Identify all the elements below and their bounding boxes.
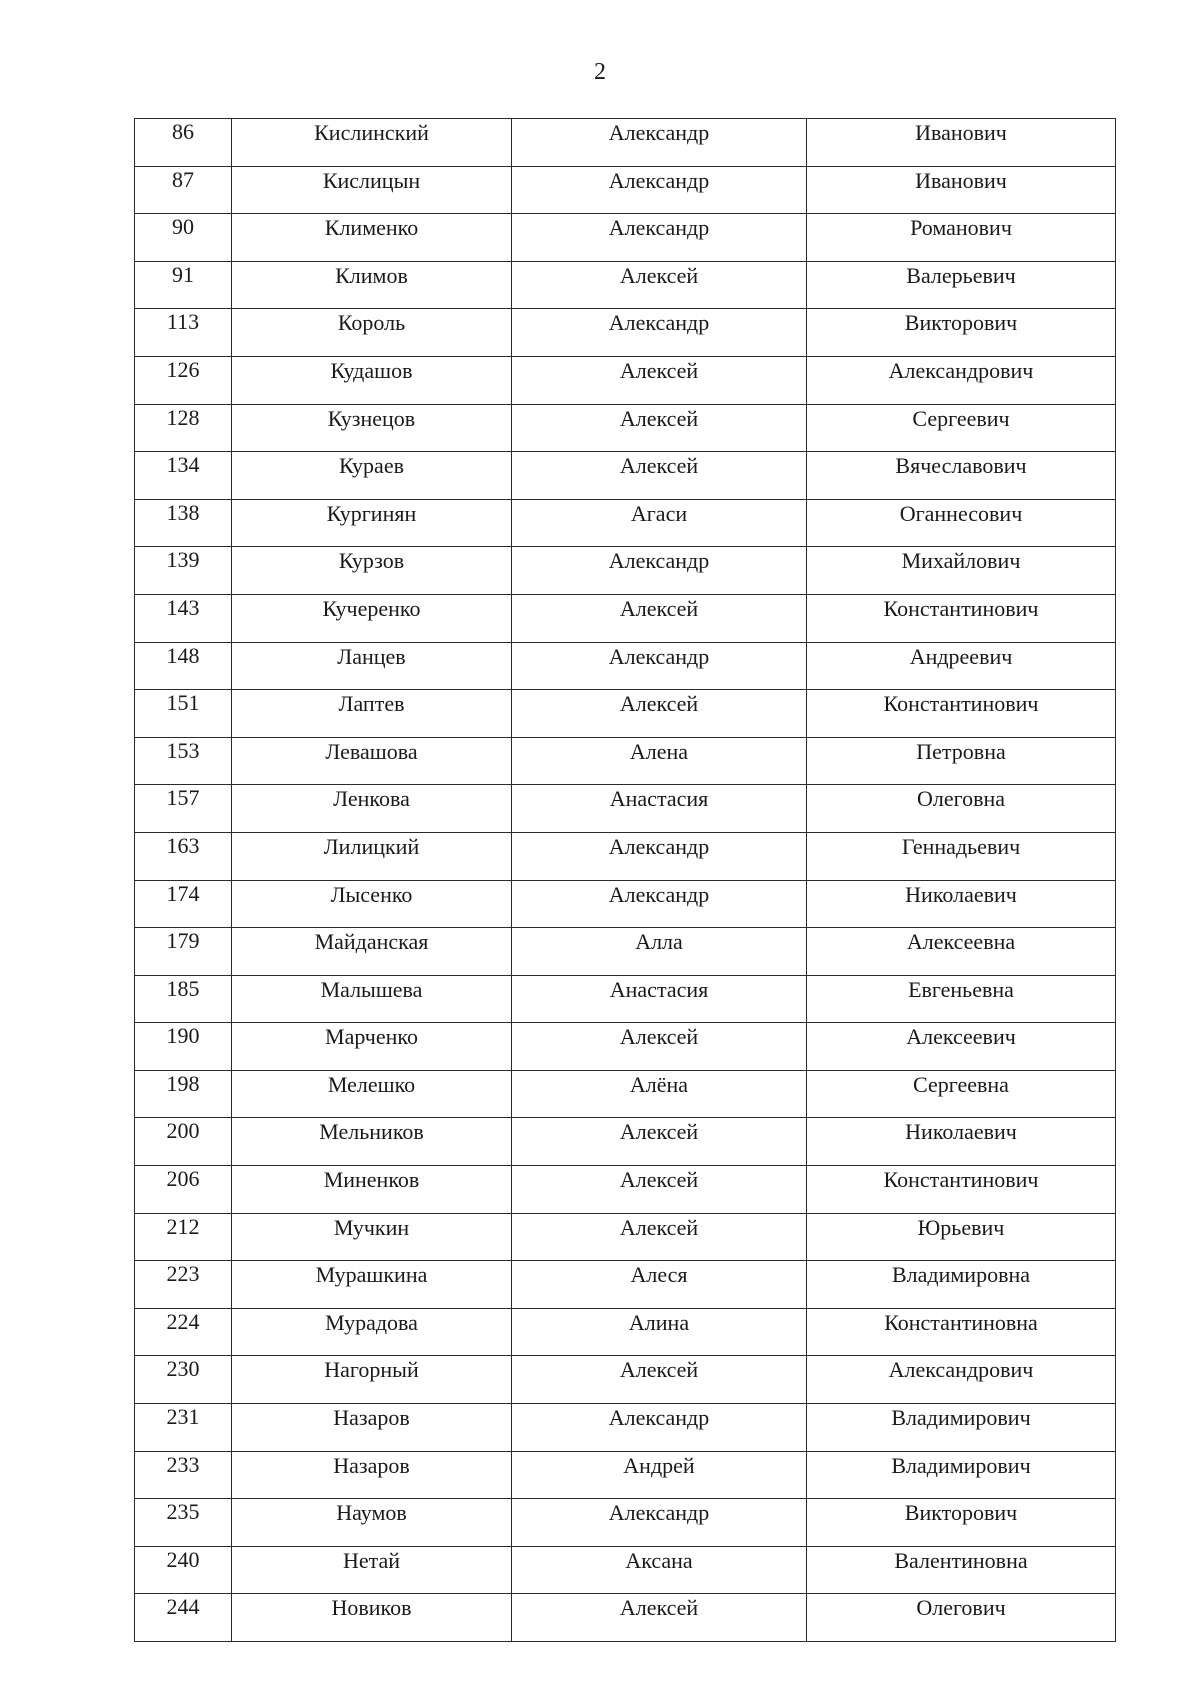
first-name-cell: Алена	[512, 737, 807, 785]
first-name-cell: Алексей	[512, 452, 807, 500]
last-name-cell: Кураев	[232, 452, 512, 500]
table-row	[135, 309, 1116, 357]
patronymic-cell: Владимировна	[807, 1261, 1116, 1309]
first-name-cell: Александр	[512, 166, 807, 214]
first-name-cell: Алеся	[512, 1261, 807, 1309]
table-row	[135, 594, 1116, 642]
first-name-cell: Анастасия	[512, 785, 807, 833]
first-name-cell: Алексей	[512, 1023, 807, 1071]
patronymic-cell: Юрьевич	[807, 1213, 1116, 1261]
patronymic-cell: Валерьевич	[807, 261, 1116, 309]
last-name-cell: Кургинян	[232, 499, 512, 547]
last-name-cell: Майданская	[232, 928, 512, 976]
table-row	[135, 1070, 1116, 1118]
table-row	[135, 832, 1116, 880]
row-number: 223	[135, 1261, 232, 1309]
first-name-cell: Аксана	[512, 1546, 807, 1594]
row-number: 143	[135, 594, 232, 642]
patronymic-cell: Владимирович	[807, 1451, 1116, 1499]
last-name-cell: Марченко	[232, 1023, 512, 1071]
first-name-cell: Алексей	[512, 594, 807, 642]
patronymic-cell: Константинович	[807, 690, 1116, 738]
row-number: 148	[135, 642, 232, 690]
row-number: 139	[135, 547, 232, 595]
first-name-cell: Александр	[512, 547, 807, 595]
last-name-cell: Наумов	[232, 1499, 512, 1547]
patronymic-cell: Иванович	[807, 166, 1116, 214]
last-name-cell: Кислинский	[232, 119, 512, 167]
last-name-cell: Малышева	[232, 975, 512, 1023]
patronymic-cell: Оганнесович	[807, 499, 1116, 547]
table-row	[135, 547, 1116, 595]
row-number: 90	[135, 214, 232, 262]
patronymic-cell: Алексеевич	[807, 1023, 1116, 1071]
roster-table	[134, 118, 1116, 1642]
row-number: 198	[135, 1070, 232, 1118]
table-row	[135, 1546, 1116, 1594]
last-name-cell: Мурадова	[232, 1308, 512, 1356]
row-number: 113	[135, 309, 232, 357]
table-row	[135, 1308, 1116, 1356]
first-name-cell: Алексей	[512, 404, 807, 452]
table-row	[135, 975, 1116, 1023]
first-name-cell: Александр	[512, 309, 807, 357]
table-row	[135, 404, 1116, 452]
last-name-cell: Назаров	[232, 1451, 512, 1499]
row-number: 206	[135, 1166, 232, 1214]
row-number: 185	[135, 975, 232, 1023]
first-name-cell: Алексей	[512, 1166, 807, 1214]
table-row	[135, 261, 1116, 309]
table-row	[135, 499, 1116, 547]
page-number: 2	[594, 59, 606, 85]
last-name-cell: Кучеренко	[232, 594, 512, 642]
first-name-cell: Алексей	[512, 356, 807, 404]
patronymic-cell: Петровна	[807, 737, 1116, 785]
patronymic-cell: Константинович	[807, 594, 1116, 642]
table-row	[135, 642, 1116, 690]
table-row	[135, 1261, 1116, 1309]
row-number: 174	[135, 880, 232, 928]
patronymic-cell: Александрович	[807, 1356, 1116, 1404]
patronymic-cell: Викторович	[807, 1499, 1116, 1547]
table-row	[135, 1213, 1116, 1261]
first-name-cell: Алексей	[512, 1356, 807, 1404]
patronymic-cell: Олегович	[807, 1594, 1116, 1642]
table-row	[135, 1023, 1116, 1071]
patronymic-cell: Евгеньевна	[807, 975, 1116, 1023]
first-name-cell: Александр	[512, 214, 807, 262]
first-name-cell: Анастасия	[512, 975, 807, 1023]
first-name-cell: Алексей	[512, 690, 807, 738]
row-number: 86	[135, 119, 232, 167]
table-row	[135, 880, 1116, 928]
first-name-cell: Алексей	[512, 1594, 807, 1642]
table-row	[135, 690, 1116, 738]
last-name-cell: Климов	[232, 261, 512, 309]
first-name-cell: Александр	[512, 1499, 807, 1547]
first-name-cell: Александр	[512, 1404, 807, 1452]
table-row	[135, 214, 1116, 262]
table-row	[135, 1594, 1116, 1642]
row-number: 157	[135, 785, 232, 833]
last-name-cell: Ланцев	[232, 642, 512, 690]
patronymic-cell: Геннадьевич	[807, 832, 1116, 880]
first-name-cell: Алла	[512, 928, 807, 976]
last-name-cell: Новиков	[232, 1594, 512, 1642]
last-name-cell: Нагорный	[232, 1356, 512, 1404]
row-number: 179	[135, 928, 232, 976]
row-number: 224	[135, 1308, 232, 1356]
last-name-cell: Клименко	[232, 214, 512, 262]
patronymic-cell: Вячеславович	[807, 452, 1116, 500]
patronymic-cell: Владимирович	[807, 1404, 1116, 1452]
patronymic-cell: Николаевич	[807, 1118, 1116, 1166]
row-number: 153	[135, 737, 232, 785]
roster-body	[135, 119, 1116, 1642]
patronymic-cell: Андреевич	[807, 642, 1116, 690]
last-name-cell: Лаптев	[232, 690, 512, 738]
first-name-cell: Алексей	[512, 1213, 807, 1261]
last-name-cell: Назаров	[232, 1404, 512, 1452]
last-name-cell: Кузнецов	[232, 404, 512, 452]
row-number: 231	[135, 1404, 232, 1452]
table-row	[135, 166, 1116, 214]
last-name-cell: Лилицкий	[232, 832, 512, 880]
table-row	[135, 1451, 1116, 1499]
row-number: 212	[135, 1213, 232, 1261]
first-name-cell: Александр	[512, 119, 807, 167]
patronymic-cell: Олеговна	[807, 785, 1116, 833]
row-number: 128	[135, 404, 232, 452]
row-number: 134	[135, 452, 232, 500]
patronymic-cell: Валентиновна	[807, 1546, 1116, 1594]
row-number: 240	[135, 1546, 232, 1594]
row-number: 163	[135, 832, 232, 880]
row-number: 235	[135, 1499, 232, 1547]
last-name-cell: Ленкова	[232, 785, 512, 833]
patronymic-cell: Иванович	[807, 119, 1116, 167]
patronymic-cell: Константиновна	[807, 1308, 1116, 1356]
last-name-cell: Мелешко	[232, 1070, 512, 1118]
table-row	[135, 1404, 1116, 1452]
last-name-cell: Миненков	[232, 1166, 512, 1214]
last-name-cell: Король	[232, 309, 512, 357]
last-name-cell: Мельников	[232, 1118, 512, 1166]
first-name-cell: Агаси	[512, 499, 807, 547]
row-number: 138	[135, 499, 232, 547]
row-number: 87	[135, 166, 232, 214]
row-number: 190	[135, 1023, 232, 1071]
table-row	[135, 356, 1116, 404]
first-name-cell: Александр	[512, 880, 807, 928]
first-name-cell: Андрей	[512, 1451, 807, 1499]
first-name-cell: Александр	[512, 832, 807, 880]
patronymic-cell: Михайлович	[807, 547, 1116, 595]
row-number: 233	[135, 1451, 232, 1499]
table-row	[135, 1118, 1116, 1166]
row-number: 244	[135, 1594, 232, 1642]
table-row	[135, 452, 1116, 500]
table-row	[135, 737, 1116, 785]
patronymic-cell: Константинович	[807, 1166, 1116, 1214]
patronymic-cell: Николаевич	[807, 880, 1116, 928]
first-name-cell: Александр	[512, 642, 807, 690]
table-row	[135, 1356, 1116, 1404]
last-name-cell: Курзов	[232, 547, 512, 595]
last-name-cell: Мучкин	[232, 1213, 512, 1261]
row-number: 230	[135, 1356, 232, 1404]
table-row	[135, 1499, 1116, 1547]
first-name-cell: Алексей	[512, 261, 807, 309]
last-name-cell: Мурашкина	[232, 1261, 512, 1309]
first-name-cell: Алина	[512, 1308, 807, 1356]
last-name-cell: Нетай	[232, 1546, 512, 1594]
patronymic-cell: Викторович	[807, 309, 1116, 357]
patronymic-cell: Александрович	[807, 356, 1116, 404]
last-name-cell: Левашова	[232, 737, 512, 785]
first-name-cell: Алёна	[512, 1070, 807, 1118]
first-name-cell: Алексей	[512, 1118, 807, 1166]
table-row	[135, 785, 1116, 833]
patronymic-cell: Романович	[807, 214, 1116, 262]
patronymic-cell: Сергеевич	[807, 404, 1116, 452]
patronymic-cell: Сергеевна	[807, 1070, 1116, 1118]
last-name-cell: Кислицын	[232, 166, 512, 214]
row-number: 126	[135, 356, 232, 404]
row-number: 151	[135, 690, 232, 738]
row-number: 91	[135, 261, 232, 309]
table-row	[135, 1166, 1116, 1214]
patronymic-cell: Алексеевна	[807, 928, 1116, 976]
table-row	[135, 928, 1116, 976]
last-name-cell: Кудашов	[232, 356, 512, 404]
last-name-cell: Лысенко	[232, 880, 512, 928]
row-number: 200	[135, 1118, 232, 1166]
table-row	[135, 119, 1116, 167]
